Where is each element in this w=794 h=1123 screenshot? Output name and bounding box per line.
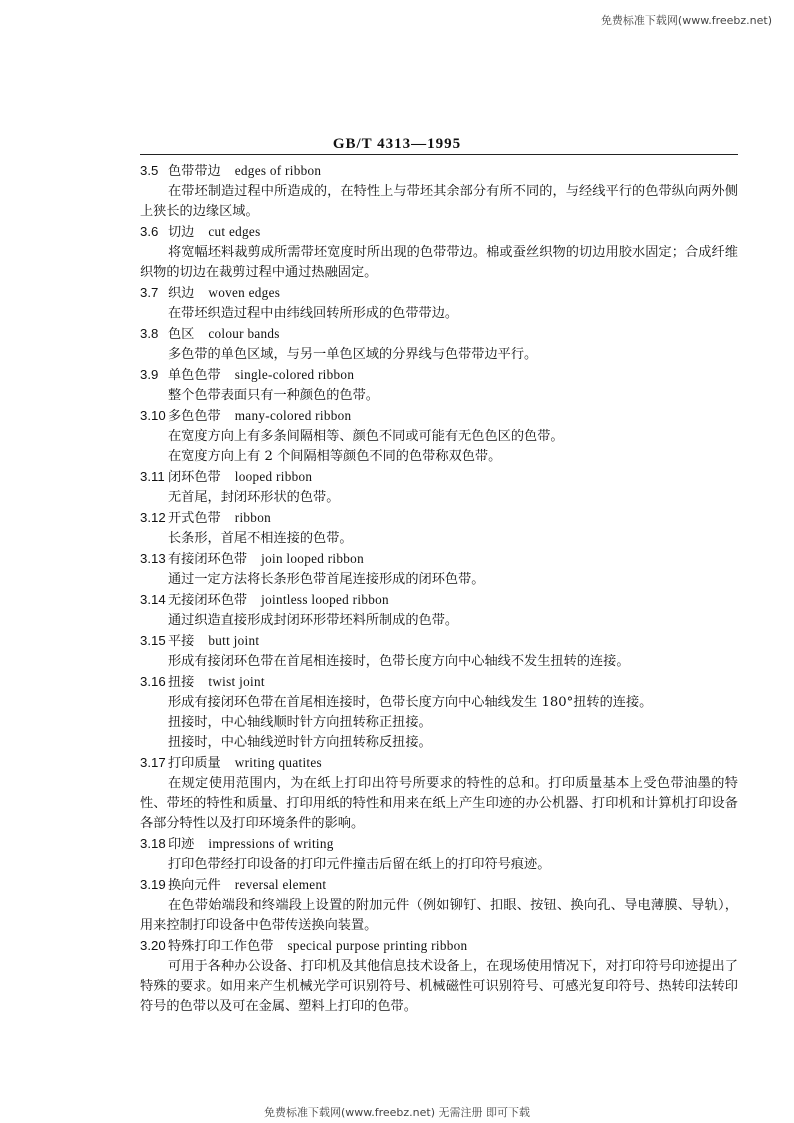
term-definition: 整个色带表面只有一种颜色的色带。: [168, 388, 379, 403]
term-number: 3.16: [140, 674, 166, 689]
term-definition: 打印色带经打印设备的打印元件撞击后留在纸上的打印符号痕迹。: [168, 857, 551, 872]
term-definition: 在带坯织造过程中由纬线回转所形成的色带带边。: [168, 306, 459, 321]
term-definition: 形成有接闭环色带在首尾相连接时，色带长度方向中心轴线发生 180°扭转的连接。: [168, 695, 653, 710]
term-english: ribbon: [234, 510, 271, 525]
term-number: 3.5: [140, 163, 159, 178]
term-chinese: 单色色带: [168, 368, 221, 383]
document-header: GB/T 4313—1995: [332, 136, 462, 152]
term-heading: [140, 161, 738, 182]
term-number: 3.18: [140, 836, 166, 851]
term-definition: 在色带始端段和终端段上设置的附加元件（例如铆钉、扣眼、按钮、换向孔、导电薄膜、导轨），用来控制打印设备中色带传送换向装置。: [140, 898, 738, 933]
term-chinese: 换向元件: [168, 878, 221, 893]
term-definition: 在带坯制造过程中所造成的，在特性上与带坯其余部分有所不同的，与经线平行的色带纵向两外侧上狭长的边缘区域。: [140, 184, 738, 219]
term-chinese: 平接: [168, 634, 195, 649]
term-chinese: 多色色带: [168, 409, 221, 424]
term-heading: [140, 406, 738, 427]
term-chinese: 闭环色带: [168, 470, 221, 485]
term-number: 3.13: [140, 551, 166, 566]
term-number: 3.8: [140, 326, 159, 341]
term-heading: [140, 590, 738, 611]
term-heading: [140, 549, 738, 570]
term-definition: 长条形，首尾不相连接的色带。: [168, 531, 353, 546]
term-chinese: 打印质量: [168, 756, 221, 771]
term-heading: [140, 324, 738, 345]
term-heading: [140, 875, 738, 896]
term-definition: 通过一定方法将长条形色带首尾连接形成的闭环色带。: [168, 572, 485, 587]
term-definition: 无首尾，封闭环形状的色带。: [168, 490, 340, 505]
term-definition: 在宽度方向上有 2 个间隔相等颜色不同的色带称双色带。: [168, 449, 502, 464]
term-heading: [140, 222, 738, 243]
term-definition: 扭接时，中心轴线逆时针方向扭转称反扭接。: [168, 735, 432, 750]
term-number: 3.9: [140, 367, 159, 382]
term-english: cut edges: [208, 224, 261, 239]
term-definition: 多色带的单色区域，与另一单色区域的分界线与色带带边平行。: [168, 347, 538, 362]
term-heading: [140, 283, 738, 304]
term-chinese: 织边: [168, 286, 195, 301]
term-definition: 在规定使用范围内，为在纸上打印出符号所要求的特性的总和。打印质量基本上受色带油墨的特性、带坯的特性和质量、打印用纸的特性和用来在纸上产生印迹的办公机器、打印机和计算机打印设备各部分特性以及打印环境条件的影响。: [140, 776, 738, 831]
term-english: jointless looped ribbon: [261, 592, 389, 607]
document-body: [140, 161, 738, 1017]
term-number: 3.14: [140, 592, 166, 607]
term-english: butt joint: [208, 633, 260, 648]
term-chinese: 扭接: [168, 675, 195, 690]
term-number: 3.7: [140, 285, 159, 300]
term-chinese: 特殊打印工作色带: [168, 939, 274, 954]
term-chinese: 色带带边: [168, 164, 221, 179]
term-number: 3.19: [140, 877, 166, 892]
term-chinese: 色区: [168, 327, 195, 342]
term-english: specical purpose printing ribbon: [287, 938, 468, 953]
watermark-bottom: 免费标准下载网(www.freebz.net) 无需注册 即可下载: [263, 1106, 531, 1119]
term-heading: [140, 467, 738, 488]
term-english: reversal element: [234, 877, 327, 892]
term-definition: 通过织造直接形成封闭环形带坯料所制成的色带。: [168, 613, 459, 628]
term-english: edges of ribbon: [234, 163, 322, 178]
term-definition: 将宽幅坯料裁剪成所需带坯宽度时所出现的色带带边。棉或蚕丝织物的切边用胶水固定；合成纤维织物的切边在裁剪过程中通过热融固定。: [140, 245, 738, 280]
term-number: 3.6: [140, 224, 159, 239]
term-english: colour bands: [208, 326, 280, 341]
term-definition: 形成有接闭环色带在首尾相连接时，色带长度方向中心轴线不发生扭转的连接。: [168, 654, 630, 669]
term-english: join looped ribbon: [261, 551, 364, 566]
term-heading: [140, 753, 738, 774]
term-number: 3.11: [140, 469, 165, 484]
term-heading: [140, 834, 738, 855]
term-english: twist joint: [208, 674, 265, 689]
term-definition: 扭接时，中心轴线顺时针方向扭转称正扭接。: [168, 715, 432, 730]
term-english: woven edges: [208, 285, 281, 300]
term-heading: [140, 936, 738, 957]
term-heading: [140, 508, 738, 529]
term-english: looped ribbon: [234, 469, 313, 484]
watermark-top: 免费标准下载网(www.freebz.net): [600, 14, 772, 27]
term-heading: [140, 365, 738, 386]
term-chinese: 无接闭环色带: [168, 593, 248, 608]
term-english: writing quatites: [234, 755, 322, 770]
term-chinese: 有接闭环色带: [168, 552, 248, 567]
term-chinese: 开式色带: [168, 511, 221, 526]
term-heading: [140, 672, 738, 693]
term-number: 3.17: [140, 755, 166, 770]
header-rule: [140, 154, 738, 155]
term-definition: 在宽度方向上有多条间隔相等、颜色不同或可能有无色色区的色带。: [168, 429, 564, 444]
term-number: 3.20: [140, 938, 166, 953]
term-number: 3.12: [140, 510, 166, 525]
term-chinese: 印迹: [168, 837, 195, 852]
term-english: single-colored ribbon: [234, 367, 355, 382]
term-definition: 可用于各种办公设备、打印机及其他信息技术设备上，在现场使用情况下，对打印符号印迹提出了特殊的要求。如用来产生机械光学可识别符号、机械磁性可识别符号、可感光复印符号、热转印法转印符号的色带以及可在金属、塑料上打印的色带。: [140, 959, 738, 1014]
term-english: many-colored ribbon: [234, 408, 352, 423]
term-english: impressions of writing: [208, 836, 334, 851]
term-number: 3.10: [140, 408, 166, 423]
term-number: 3.15: [140, 633, 166, 648]
term-chinese: 切边: [168, 225, 195, 240]
term-heading: [140, 631, 738, 652]
